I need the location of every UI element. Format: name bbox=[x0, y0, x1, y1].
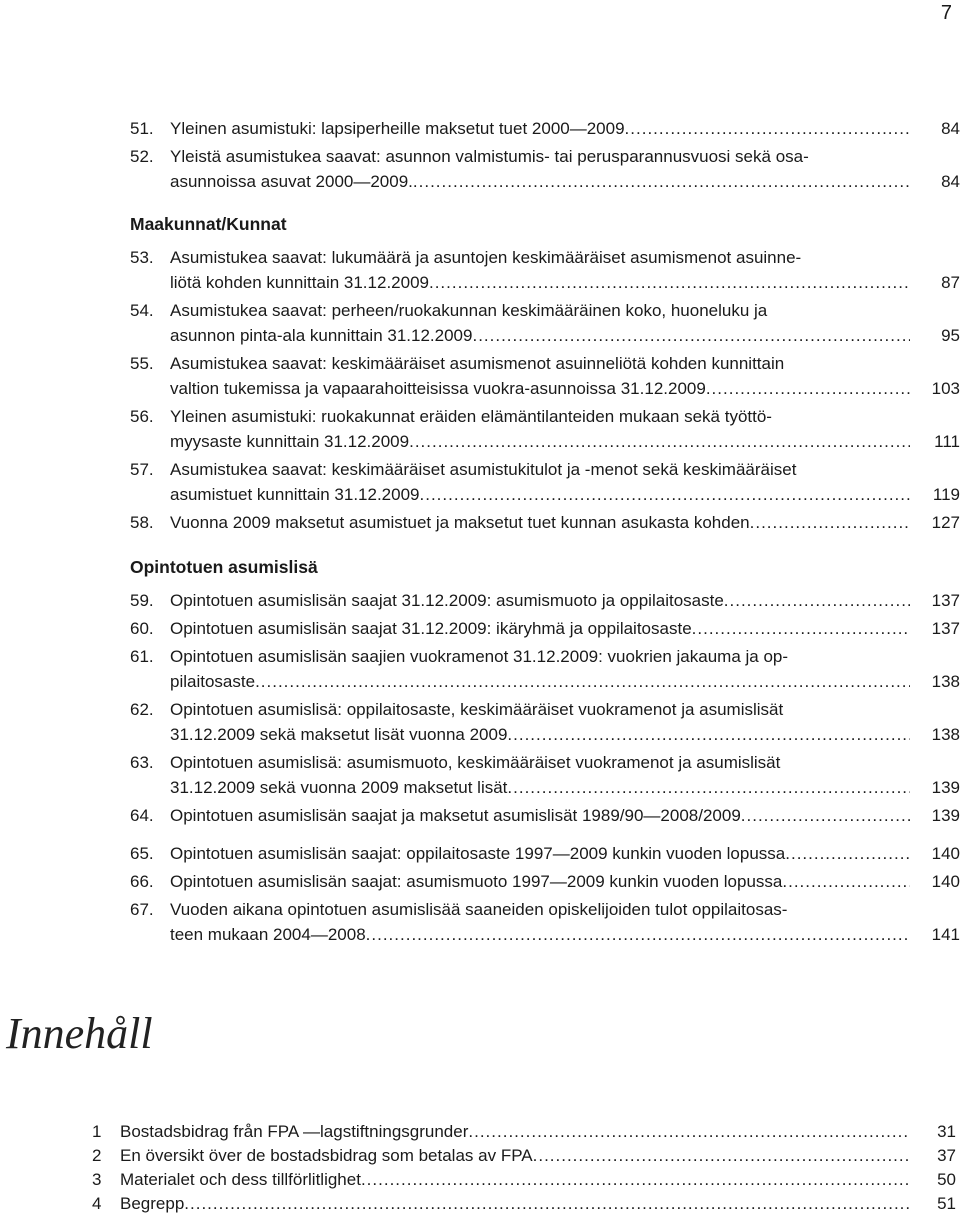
dot-leader bbox=[750, 510, 910, 535]
toc-entry bbox=[130, 404, 960, 454]
toc-entry-last-line bbox=[170, 588, 910, 613]
sv-toc-entry-number: 4 bbox=[92, 1194, 102, 1213]
toc-entry-last-line bbox=[170, 482, 910, 507]
toc-entry-body bbox=[170, 298, 910, 348]
toc-entry-last-line bbox=[170, 722, 910, 747]
toc-entry-last-line bbox=[170, 922, 910, 947]
toc-entry-number: 63. bbox=[130, 753, 154, 772]
toc-entry-number: 62. bbox=[130, 700, 154, 719]
toc-entry-last-line bbox=[170, 775, 910, 800]
toc-entry-page: 137 bbox=[931, 591, 960, 610]
toc-entry-page: 111 bbox=[934, 432, 960, 451]
toc-entry bbox=[130, 351, 960, 401]
toc-entry-last-line bbox=[170, 669, 910, 694]
sv-toc-entry-title: Begrepp bbox=[120, 1194, 185, 1213]
toc-entry bbox=[130, 869, 960, 894]
toc-entry bbox=[130, 841, 960, 866]
dot-leader bbox=[409, 429, 910, 454]
sv-toc-entry-title: En översikt över de bostadsbidrag som betalas av FPA bbox=[120, 1146, 533, 1165]
sv-toc-entry-number: 2 bbox=[92, 1146, 102, 1165]
sv-toc-entry-page: 51 bbox=[937, 1194, 956, 1213]
toc-entry-body bbox=[170, 457, 910, 507]
toc-entry-title: Opintotuen asumislisän saajat 31.12.2009: asumismuoto ja oppilaitosaste bbox=[170, 591, 724, 610]
toc-entry-body bbox=[170, 588, 910, 613]
toc-entry bbox=[130, 144, 960, 194]
toc-entry-text-line: Yleistä asumistukea saavat: asunnon valmistumis- tai perusparannusvuosi sekä osa- bbox=[170, 147, 809, 166]
dot-leader bbox=[472, 323, 910, 348]
toc-entry-last-line bbox=[170, 169, 910, 194]
toc-entry-page: 119 bbox=[932, 485, 960, 504]
toc-entry-body bbox=[170, 116, 910, 141]
toc-entry bbox=[130, 897, 960, 947]
toc-entry-body bbox=[170, 245, 910, 295]
toc-entry-body bbox=[170, 803, 910, 828]
toc-entry-text-line: Vuoden aikana opintotuen asumislisää saaneiden opiskelijoiden tulot oppilaitosas- bbox=[170, 900, 788, 919]
sv-toc-entry bbox=[92, 1168, 956, 1192]
toc-entry-title: Yleinen asumistuki: lapsiperheille maksetut tuet 2000—2009 bbox=[170, 119, 625, 138]
toc-entry-text-line: Asumistukea saavat: keskimääräiset asumismenot asuinneliötä kohden kunnittain bbox=[170, 354, 785, 373]
toc-entry-last-line bbox=[170, 270, 910, 295]
toc-entry-number: 59. bbox=[130, 591, 154, 610]
sv-toc-entry-title: Bostadsbidrag från FPA —lagstiftningsgrunder bbox=[120, 1122, 469, 1141]
toc-entry-last-line bbox=[170, 429, 910, 454]
toc-entry-number: 53. bbox=[130, 248, 154, 267]
sv-toc-entry-body bbox=[120, 1144, 910, 1168]
toc-entry-page: 140 bbox=[931, 872, 960, 891]
toc-entry-number: 66. bbox=[130, 872, 154, 891]
toc-entry-title: Opintotuen asumislisän saajat 31.12.2009: ikäryhmä ja oppilaitosaste bbox=[170, 619, 692, 638]
toc-entry-title: Opintotuen asumislisän saajat: asumismuoto 1997—2009 kunkin vuoden lopussa bbox=[170, 872, 783, 891]
toc-entry-page: 138 bbox=[931, 725, 960, 744]
dot-leader bbox=[741, 803, 910, 828]
toc-entry-page: 139 bbox=[931, 806, 960, 825]
toc-entry-number: 64. bbox=[130, 806, 154, 825]
sv-toc-entry-page: 31 bbox=[937, 1122, 956, 1141]
sv-toc-entry-title: Materialet och dess tillförlitlighet bbox=[120, 1170, 361, 1189]
toc-entry-title: Vuonna 2009 maksetut asumistuet ja maksetut tuet kunnan asukasta kohden bbox=[170, 513, 750, 532]
toc-entry-last-line bbox=[170, 376, 910, 401]
dot-leader bbox=[706, 376, 910, 401]
toc-entry-body bbox=[170, 144, 910, 194]
toc-entry-text-line: Yleinen asumistuki: ruokakunnat eräiden elämäntilanteiden mukaan sekä työttö- bbox=[170, 407, 772, 426]
toc-entry bbox=[130, 616, 960, 641]
toc-entry bbox=[130, 750, 960, 800]
toc-entry-body bbox=[170, 351, 910, 401]
toc-entry-text-line: Opintotuen asumislisän saajien vuokramenot 31.12.2009: vuokrien jakauma ja op- bbox=[170, 647, 789, 666]
toc-entry-title: liötä kohden kunnittain 31.12.2009 bbox=[170, 273, 429, 292]
toc-entry-body bbox=[170, 644, 910, 694]
section-heading-maakunnat: Maakunnat/Kunnat bbox=[130, 214, 287, 234]
toc-entry-last-line bbox=[170, 803, 910, 828]
toc-group-3 bbox=[130, 588, 960, 828]
dot-leader bbox=[625, 116, 910, 141]
dot-leader bbox=[361, 1168, 910, 1192]
toc-entry-text-line: Asumistukea saavat: keskimääräiset asumistukitulot ja -menot sekä keskimääräiset bbox=[170, 460, 797, 479]
toc-entry-text-line: Opintotuen asumislisä: oppilaitosaste, keskimääräiset vuokramenot ja asumislisät bbox=[170, 700, 784, 719]
toc-entry-number: 55. bbox=[130, 354, 154, 373]
toc-entry-body bbox=[170, 750, 910, 800]
page-number: 7 bbox=[940, 2, 952, 24]
toc-entry-number: 67. bbox=[130, 900, 154, 919]
toc-entry-text-line: Opintotuen asumislisä: asumismuoto, keskimääräiset vuokramenot ja asumislisät bbox=[170, 753, 781, 772]
toc-entry-title: myysaste kunnittain 31.12.2009 bbox=[170, 432, 410, 451]
sv-toc-entry-body bbox=[120, 1120, 910, 1144]
toc-entry-page: 137 bbox=[931, 619, 960, 638]
toc-entry-body bbox=[170, 510, 910, 535]
toc-entry bbox=[130, 644, 960, 694]
toc-entry-body bbox=[170, 404, 910, 454]
toc-group-2 bbox=[130, 245, 960, 535]
dot-leader bbox=[507, 775, 910, 800]
toc-swedish bbox=[92, 1120, 956, 1216]
toc-entry-number: 60. bbox=[130, 619, 154, 638]
toc-entry-last-line bbox=[170, 323, 910, 348]
toc-entry-page: 127 bbox=[931, 513, 960, 532]
toc-entry-page: 95 bbox=[941, 326, 960, 345]
toc-entry-title: Opintotuen asumislisän saajat: oppilaitosaste 1997—2009 kunkin vuoden lopussa bbox=[170, 844, 786, 863]
toc-entry-title: asunnon pinta-ala kunnittain 31.12.2009 bbox=[170, 326, 473, 345]
innehall-title: Innehåll bbox=[6, 1009, 153, 1058]
toc-entry-number: 56. bbox=[130, 407, 154, 426]
toc-entry-page: 84 bbox=[941, 172, 960, 191]
dot-leader bbox=[724, 588, 910, 613]
toc-entry-page: 87 bbox=[941, 273, 960, 292]
toc-entry-number: 58. bbox=[130, 513, 154, 532]
toc-entry-number: 61. bbox=[130, 647, 154, 666]
toc-entry-title: pilaitosaste bbox=[170, 672, 256, 691]
toc-group-4 bbox=[130, 841, 960, 947]
toc-entry-page: 138 bbox=[931, 672, 960, 691]
toc-group-1 bbox=[130, 116, 960, 194]
toc-entry-body bbox=[170, 869, 910, 894]
toc-entry-last-line bbox=[170, 869, 910, 894]
toc-entry-page: 141 bbox=[931, 925, 960, 944]
toc-entry-title: 31.12.2009 sekä maksetut lisät vuonna 2009 bbox=[170, 725, 508, 744]
toc-entry-title: 31.12.2009 sekä vuonna 2009 maksetut lisät bbox=[170, 778, 508, 797]
toc-entry-title: asunnoissa asuvat 2000—2009. bbox=[170, 172, 413, 191]
toc-entry bbox=[130, 457, 960, 507]
toc-entry-page: 140 bbox=[931, 844, 960, 863]
dot-leader bbox=[413, 169, 910, 194]
section-heading-opintotuen: Opintotuen asumislisä bbox=[130, 557, 318, 577]
dot-leader bbox=[785, 841, 910, 866]
dot-leader bbox=[507, 722, 910, 747]
dot-leader bbox=[533, 1144, 910, 1168]
toc-entry-page: 103 bbox=[931, 379, 960, 398]
toc-entry bbox=[130, 245, 960, 295]
toc-entry-title: Opintotuen asumislisän saajat ja maksetut asumislisät 1989/90—2008/2009 bbox=[170, 806, 741, 825]
toc-entry-page: 84 bbox=[941, 119, 960, 138]
toc-entry-last-line bbox=[170, 616, 910, 641]
toc-entry-number: 65. bbox=[130, 844, 154, 863]
toc-entry-text-line: Asumistukea saavat: lukumäärä ja asuntojen keskimääräiset asumismenot asuinne- bbox=[170, 248, 802, 267]
toc-entry bbox=[130, 697, 960, 747]
toc-entry bbox=[130, 803, 960, 828]
toc-entry-number: 52. bbox=[130, 147, 154, 166]
toc-entry-title: teen mukaan 2004—2008 bbox=[170, 925, 366, 944]
dot-leader bbox=[366, 922, 910, 947]
toc-entry bbox=[130, 588, 960, 613]
toc-entry-number: 51. bbox=[130, 119, 154, 138]
sv-toc-entry-page: 37 bbox=[937, 1146, 956, 1165]
toc-entry-body bbox=[170, 841, 910, 866]
sv-toc-entry-body bbox=[120, 1192, 910, 1216]
group-spacer bbox=[130, 831, 960, 841]
dot-leader bbox=[782, 869, 910, 894]
sv-toc-entry-number: 3 bbox=[92, 1170, 102, 1189]
toc-entry-body bbox=[170, 697, 910, 747]
sv-toc-entry-body bbox=[120, 1168, 910, 1192]
dot-leader bbox=[255, 669, 910, 694]
dot-leader bbox=[184, 1192, 910, 1216]
toc-finnish bbox=[130, 116, 960, 950]
toc-entry bbox=[130, 510, 960, 535]
dot-leader bbox=[468, 1120, 910, 1144]
dot-leader bbox=[429, 270, 910, 295]
toc-entry bbox=[130, 298, 960, 348]
toc-entry-last-line bbox=[170, 510, 910, 535]
toc-entry-number: 54. bbox=[130, 301, 154, 320]
toc-entry-title: valtion tukemissa ja vapaarahoitteisissa vuokra-asunnoissa 31.12.2009 bbox=[170, 379, 706, 398]
sv-toc-entry bbox=[92, 1144, 956, 1168]
toc-entry-body bbox=[170, 897, 910, 947]
sv-toc-entry-number: 1 bbox=[92, 1122, 102, 1141]
toc-entry-last-line bbox=[170, 841, 910, 866]
toc-entry-body bbox=[170, 616, 910, 641]
toc-entry bbox=[130, 116, 960, 141]
dot-leader bbox=[420, 482, 910, 507]
sv-toc-entry bbox=[92, 1192, 956, 1216]
toc-entry-number: 57. bbox=[130, 460, 154, 479]
sv-toc-entry-page: 50 bbox=[937, 1170, 956, 1189]
toc-entry-text-line: Asumistukea saavat: perheen/ruokakunnan keskimääräinen koko, huoneluku ja bbox=[170, 301, 768, 320]
sv-toc-entry bbox=[92, 1120, 956, 1144]
toc-entry-title: asumistuet kunnittain 31.12.2009 bbox=[170, 485, 420, 504]
dot-leader bbox=[692, 616, 910, 641]
toc-entry-last-line bbox=[170, 116, 910, 141]
toc-entry-page: 139 bbox=[931, 778, 960, 797]
